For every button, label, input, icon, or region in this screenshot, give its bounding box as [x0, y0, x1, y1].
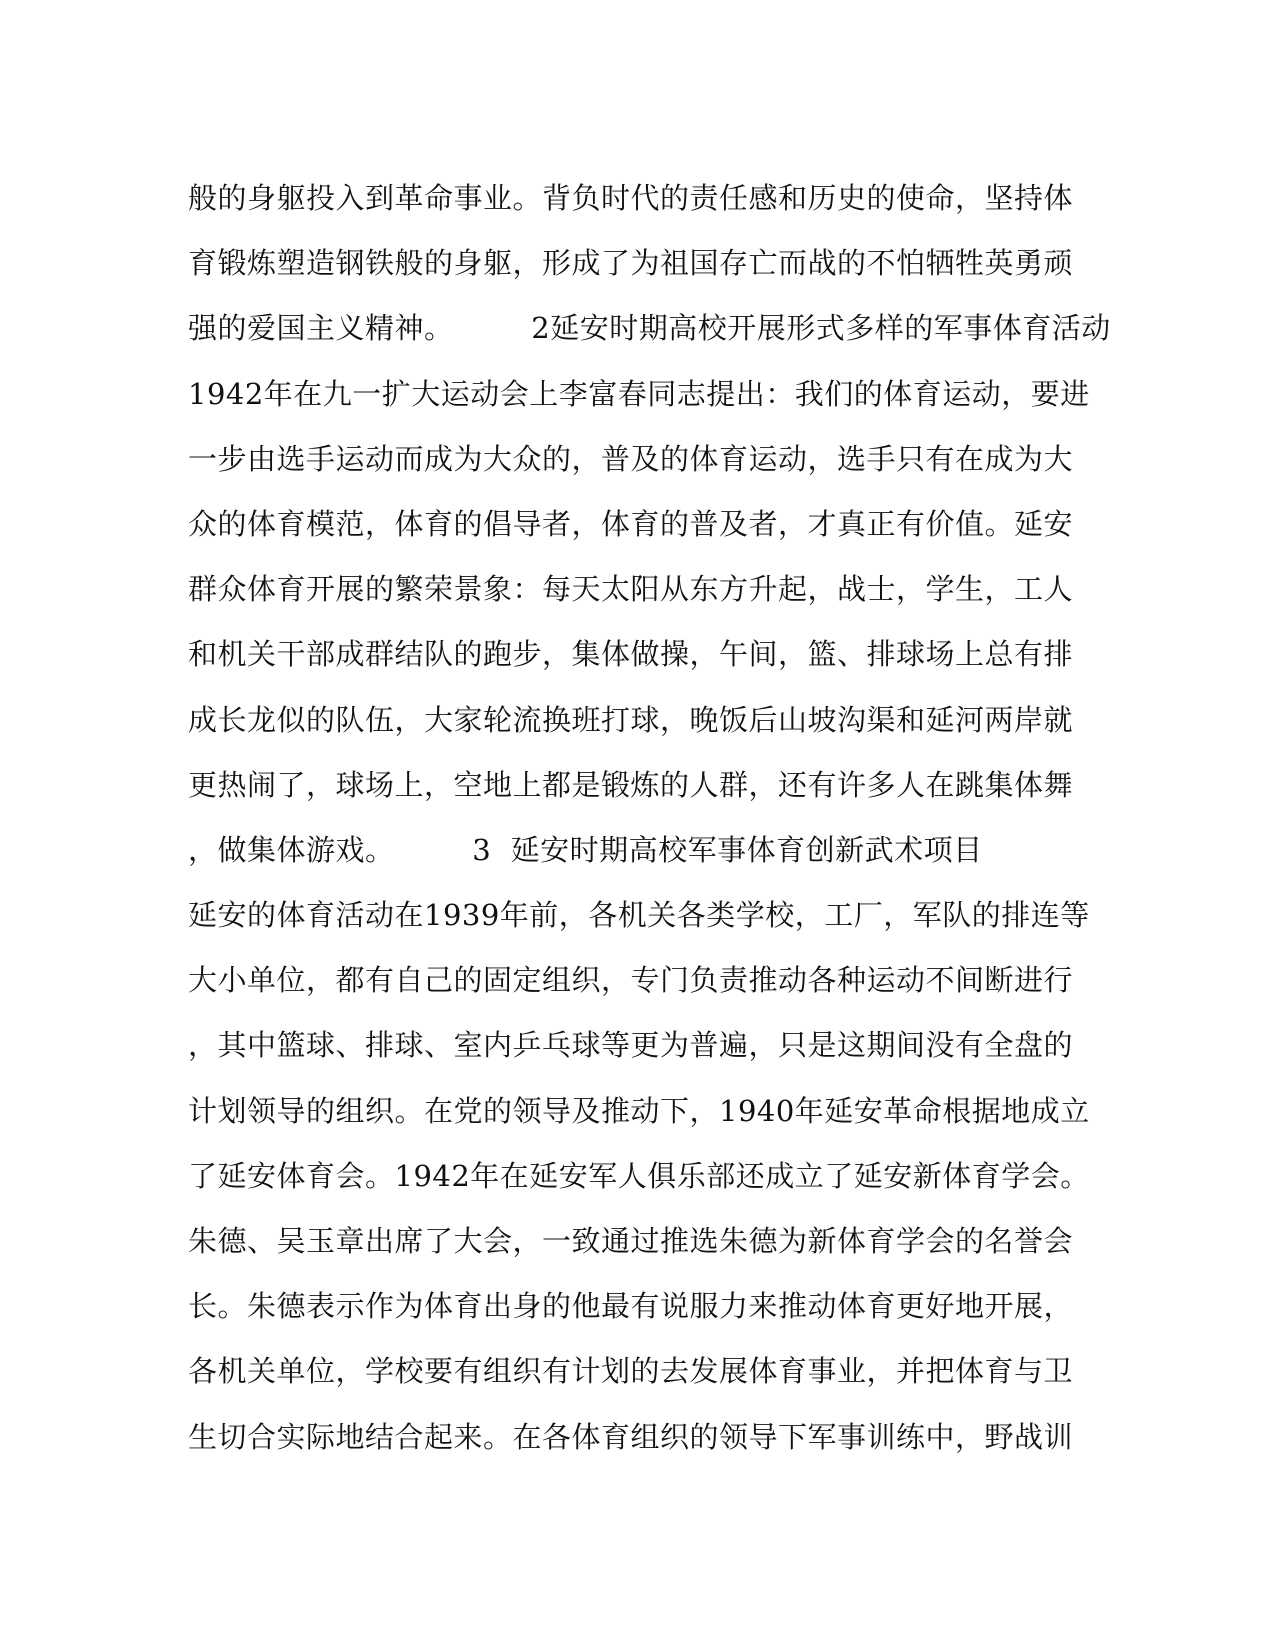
text-line-18: 长。朱德表示作为体育出身的他最有说服力来推动体育更好地开展，	[188, 1289, 1074, 1324]
text-line-16: 了延安体育会。1942年在延安军人俱乐部还成立了延安新体育学会。	[188, 1158, 1090, 1193]
text-line-7: 群众体育开展的繁荣景象：每天太阳从东方升起，战士，学生，工人	[188, 572, 1074, 607]
text-line-17: 朱德、吴玉章出席了大会，一致通过推选朱德为新体育学会的名誉会	[188, 1224, 1074, 1258]
text-line-9: 成长龙似的队伍，大家轮流换班打球，晚饭后山坡沟渠和延河两岸就	[188, 702, 1074, 737]
text-line-4: 1942年在九一扩大运动会上李富春同志提出：我们的体育运动，要进	[188, 376, 1090, 411]
text-line-12: 延安的体育活动在1939年前，各机关各类学校，工厂，军队的排连等	[188, 898, 1090, 933]
text-line-5: 一步由选手运动而成为大众的，普及的体育运动，选手只有在成为大	[188, 441, 1074, 476]
text-line-15: 计划领导的组织。在党的领导及推动下，1940年延安革命根据地成立	[188, 1093, 1090, 1128]
text-line-13: 大小单位，都有自己的固定组织，专门负责推动各种运动不间断进行	[188, 963, 1074, 998]
text-line-10: 更热闹了，球场上，空地上都是锻炼的人群，还有许多人在跳集体舞	[188, 767, 1074, 802]
text-line-6: 众的体育模范，体育的倡导者，体育的普及者，才真正有价值。延安	[188, 506, 1074, 541]
text-line-2: 育锻炼塑造钢铁般的身躯，形成了为祖国存亡而战的不怕牺牲英勇顽	[188, 246, 1074, 281]
text-line-14: ，其中篮球、排球、室内乒乓球等更为普遍，只是这期间没有全盘的	[188, 1028, 1074, 1063]
text-line-1: 般的身躯投入到革命事业。背负时代的责任感和历史的使命，坚持体	[188, 181, 1074, 215]
text-line-11: ，做集体游戏。 3 延安时期高校军事体育创新武术项目	[188, 832, 983, 867]
text-line-8: 和机关干部成群结队的跑步，集体做操，午间，篮、排球场上总有排	[188, 637, 1074, 672]
body-text	[188, 166, 1111, 1470]
text-line-3: 强的爱国主义精神。 2延安时期高校开展形式多样的军事体育活动	[188, 311, 1111, 346]
text-line-19: 各机关单位，学校要有组织有计划的去发展体育事业，并把体育与卫	[188, 1354, 1074, 1389]
text-line-20: 生切合实际地结合起来。在各体育组织的领导下军事训练中，野战训	[188, 1419, 1074, 1454]
